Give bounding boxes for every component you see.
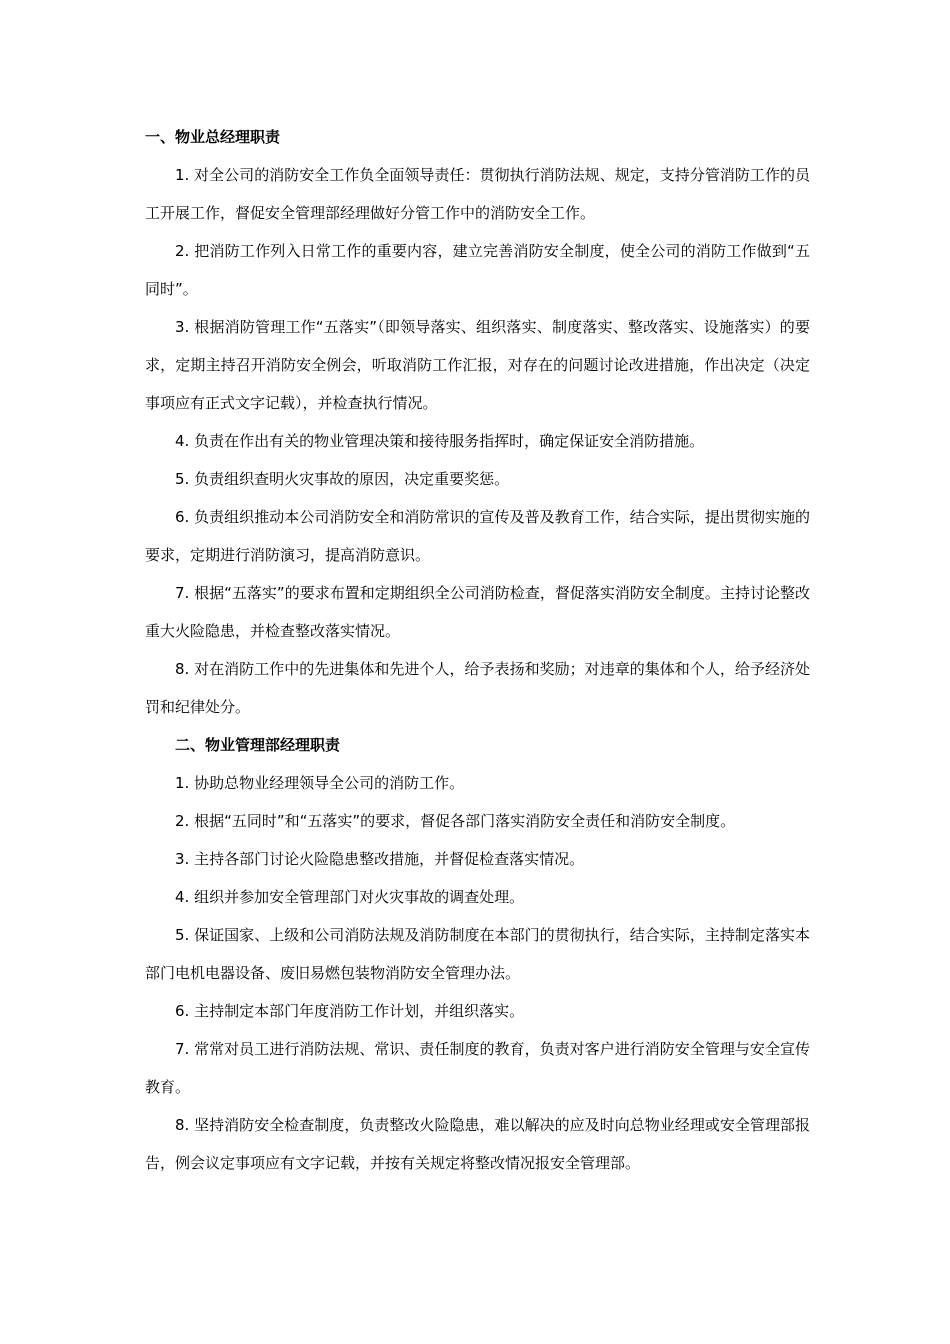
section-1-item-8: 8. 对在消防工作中的先进集体和先进个人，给予表扬和奖励；对违章的集体和个人，给予经济处罚和纪律处分。 (145, 660, 810, 716)
section-1-item-6: 6. 负责组织推动本公司消防安全和消防常识的宣传及普及教育工作，结合实际，提出贯彻实施的要求，定期进行消防演习，提高消防意识。 (145, 508, 810, 564)
section-2-item-6: 6. 主持制定本部门年度消防工作计划，并组织落实。 (175, 1002, 525, 1020)
section-2-title: 二、物业管理部经理职责 (175, 736, 341, 754)
document-page (145, 118, 810, 1182)
section-2-item-3: 3. 主持各部门讨论火险隐患整改措施，并督促检查落实情况。 (175, 850, 585, 868)
section-1-item-5: 5. 负责组织查明火灾事故的原因，决定重要奖惩。 (175, 470, 510, 488)
section-2-item-5: 5. 保证国家、上级和公司消防法规及消防制度在本部门的贯彻执行，结合实际，主持制定落实本部门电机电器设备、废旧易燃包装物消防安全管理办法。 (145, 926, 810, 982)
section-2-item-1: 1. 协助总物业经理领导全公司的消防工作。 (175, 774, 465, 792)
section-1-title: 一、物业总经理职责 (145, 128, 281, 146)
section-2-item-7: 7. 常常对员工进行消防法规、常识、责任制度的教育，负责对客户进行消防安全管理与安全宣传教育。 (145, 1040, 810, 1096)
section-1-item-7: 7. 根据“五落实”的要求布置和定期组织全公司消防检查，督促落实消防安全制度。主持讨论整改重大火险隐患，并检查整改落实情况。 (145, 584, 810, 640)
section-2-item-8: 8. 坚持消防安全检查制度，负责整改火险隐患，难以解决的应及时向总物业经理或安全管理部报告，例会议定事项应有文字记载，并按有关规定将整改情况报安全管理部。 (145, 1116, 810, 1172)
section-1-item-3: 3. 根据消防管理工作“五落实”（即领导落实、组织落实、制度落实、整改落实、设施落实）的要求，定期主持召开消防安全例会，听取消防工作汇报，对存在的问题讨论改进措施，作出决定（决定事项应有正式文字记载），并检查执行情况。 (145, 318, 810, 412)
section-2-item-4: 4. 组织并参加安全管理部门对火灾事故的调查处理。 (175, 888, 525, 906)
section-1-item-2: 2. 把消防工作列入日常工作的重要内容，建立完善消防安全制度，使全公司的消防工作做到“五同时”。 (145, 242, 810, 298)
section-1-item-1: 1. 对全公司的消防安全工作负全面领导责任：贯彻执行消防法规、规定，支持分管消防工作的员工开展工作，督促安全管理部经理做好分管工作中的消防安全工作。 (145, 166, 810, 222)
section-2-item-2: 2. 根据“五同时”和“五落实”的要求，督促各部门落实消防安全责任和消防安全制度。 (175, 812, 736, 830)
section-1-item-4: 4. 负责在作出有关的物业管理决策和接待服务指挥时，确定保证安全消防措施。 (175, 432, 705, 450)
